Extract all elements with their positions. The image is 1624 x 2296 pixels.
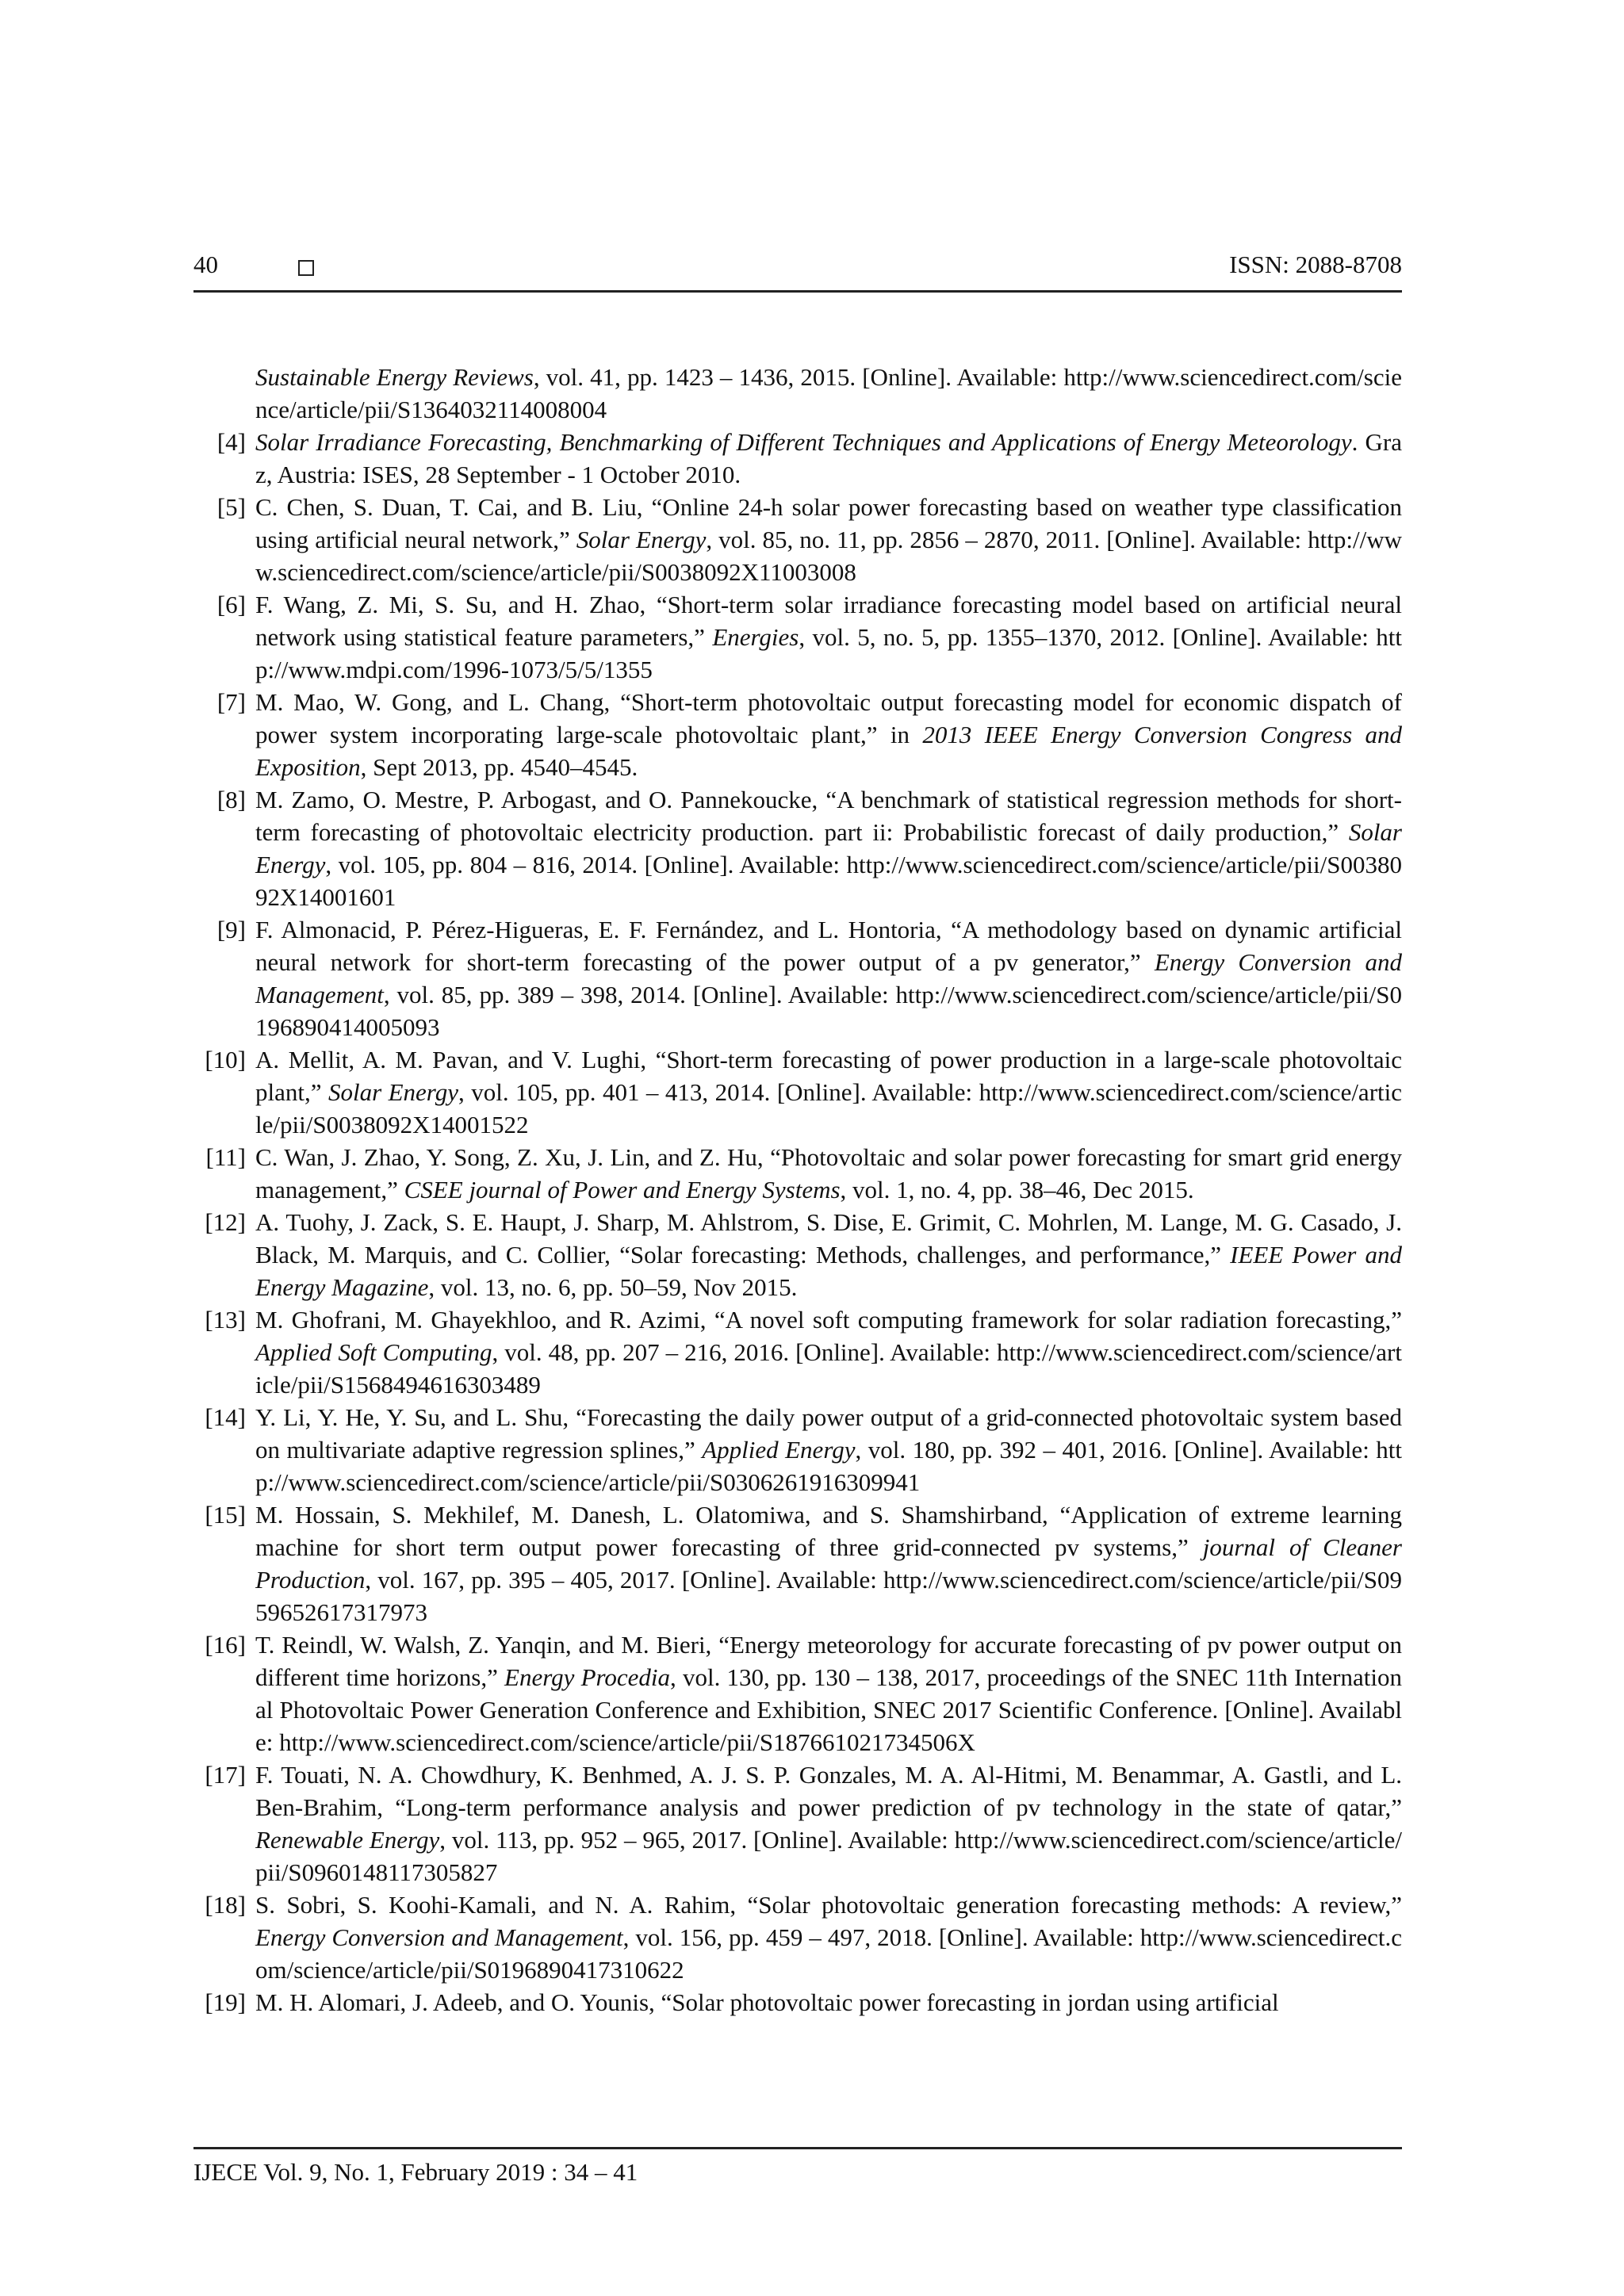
reference-details: , vol. 85, pp. 389 – 398, 2014. [Online]. Available: http://www.sciencedirect.com/science/article/pii/S0196890414005093 [255,981,1402,1041]
reference-item [193,588,1402,686]
reference-list [193,361,1402,2019]
reference-text [255,1888,1402,1986]
reference-text [255,1986,1402,2019]
reference-item [193,361,1402,426]
reference-authors-title: C. Wan, J. Zhao, Y. Song, Z. Xu, J. Lin, and Z. Hu, “Photovoltaic and solar power forecasting for smart grid energy management,” [255,1143,1402,1203]
reference-venue: Renewable Energy [255,1826,440,1854]
reference-venue: CSEE journal of Power and Energy Systems [404,1176,841,1203]
reference-item [193,783,1402,913]
reference-details: , vol. 105, pp. 804 – 816, 2014. [Online]. Available: http://www.sciencedirect.com/science/article/pii/S0038092X14001601 [255,851,1402,911]
reference-number: [7] [216,688,246,716]
reference-authors-title: M. Ghofrani, M. Ghayekhloo, and R. Azimi, “A novel soft computing framework for solar radiation forecasting,” [255,1306,1402,1334]
reference-item [193,1888,1402,1986]
issn-label: ISSN: 2088-8708 [1229,251,1402,278]
reference-details: , vol. 13, no. 6, pp. 50–59, Nov 2015. [428,1273,798,1301]
reference-item [193,1628,1402,1758]
square-icon [298,260,314,276]
reference-text [255,1498,1402,1628]
reference-text [255,361,1402,426]
reference-authors-title: M. Hossain, S. Mekhilef, M. Danesh, L. Olatomiwa, and S. Shamshirband, “Application of extreme learning machine for short term output power forecasting of three grid-connected pv systems,” [255,1501,1402,1561]
reference-text [255,686,1402,783]
reference-venue: Energies [712,623,799,651]
reference-text [255,783,1402,913]
reference-venue: Solar Energy [255,818,1402,878]
reference-text [255,1043,1402,1141]
reference-item [193,1303,1402,1401]
reference-number: [11] [205,1143,246,1171]
reference-text [255,1758,1402,1888]
reference-details: , vol. 5, no. 5, pp. 1355–1370, 2012. [Online]. Available: http://www.mdpi.com/1996-1073/5/5/1355 [255,623,1402,683]
reference-details: , vol. 105, pp. 401 – 413, 2014. [Online]. Available: http://www.sciencedirect.com/science/article/pii/S0038092X14001522 [255,1078,1403,1138]
reference-text [255,1628,1402,1758]
reference-details: , vol. 130, pp. 130 – 138, 2017, proceedings of the SNEC 11th International Photovoltaic Power Generation Conference and Exhibition, SNEC 2017 Scientific Conference. [Online]. Available: http://www.sciencedirect.com/science/article/pii/S187661021734506X [255,1663,1402,1756]
reference-venue: Energy Conversion and Management [255,948,1403,1008]
reference-text [255,588,1402,686]
reference-venue: Solar Irradiance Forecasting, Benchmarking of Different Techniques and Applications of Energy Meteorology [255,428,1352,456]
reference-details: , vol. 1, no. 4, pp. 38–46, Dec 2015. [840,1176,1194,1203]
reference-venue: Energy Procedia [504,1663,671,1691]
reference-venue: IEEE Power and Energy Magazine [255,1241,1402,1301]
reference-number: [14] [205,1403,246,1431]
reference-authors-title: F. Almonacid, P. Pérez-Higueras, E. F. Fernández, and L. Hontoria, “A methodology based on dynamic artificial neural network for short-term forecasting of the power output of a pv generator,” [255,916,1402,976]
reference-authors-title: C. Chen, S. Duan, T. Cai, and B. Liu, “Online 24-h solar power forecasting based on weather type classification using artificial neural network,” [255,493,1402,553]
reference-details: , vol. 48, pp. 207 – 216, 2016. [Online]. Available: http://www.sciencedirect.com/science/article/pii/S1568494616303489 [255,1338,1402,1399]
reference-text [255,913,1402,1043]
reference-venue: Solar Energy [327,1078,458,1106]
reference-authors-title: M. Mao, W. Gong, and L. Chang, “Short-term photovoltaic output forecasting model for economic dispatch of power system incorporating large-scale photovoltaic plant,” in [255,688,1402,748]
reference-number: [13] [205,1306,246,1334]
reference-authors-title: F. Touati, N. A. Chowdhury, K. Benhmed, A. J. S. P. Gonzales, M. A. Al-Hitmi, M. Benammar, A. Gastli, and L. Ben-Brahim, “Long-term performance analysis and power prediction of pv technology in the state of qatar,” [255,1761,1402,1821]
reference-item [193,1141,1402,1206]
reference-text [255,1303,1402,1401]
reference-number: [17] [205,1761,246,1789]
reference-number: [15] [205,1501,246,1529]
footer-citation: IJECE Vol. 9, No. 1, February 2019 : 34 – 41 [193,2158,638,2186]
reference-authors-title: Y. Li, Y. He, Y. Su, and L. Shu, “Forecasting the daily power output of a grid-connected photovoltaic system based on multivariate adaptive regression splines,” [255,1403,1402,1464]
reference-number: [6] [216,591,246,618]
reference-item [193,1043,1402,1141]
reference-details: , vol. 156, pp. 459 – 497, 2018. [Online]. Available: http://www.sciencedirect.com/science/article/pii/S0196890417310622 [255,1923,1402,1984]
reference-item [193,491,1402,588]
reference-authors-title: M. H. Alomari, J. Adeeb, and O. Younis, “Solar photovoltaic power forecasting in jordan using artificial [255,1988,1279,2016]
reference-item [193,1986,1402,2019]
reference-number: [4] [216,428,246,456]
page-header [193,251,1402,293]
reference-number: [16] [205,1631,246,1659]
reference-venue: Energy Conversion and Management [255,1923,623,1951]
reference-number: [9] [216,916,246,943]
reference-item [193,1206,1402,1303]
reference-item [193,1401,1402,1498]
reference-text [255,491,1402,588]
reference-details: , vol. 167, pp. 395 – 405, 2017. [Online]. Available: http://www.sciencedirect.com/science/article/pii/S0959652617317973 [255,1566,1402,1626]
reference-authors-title: M. Zamo, O. Mestre, P. Arbogast, and O. Pannekoucke, “A benchmark of statistical regression methods for short-term forecasting of photovoltaic electricity production. part ii: Probabilistic forecast of daily production,” [255,786,1402,846]
reference-number: [19] [205,1988,246,2016]
reference-authors-title: A. Tuohy, J. Zack, S. E. Haupt, J. Sharp, M. Ahlstrom, S. Dise, E. Grimit, C. Mohrlen, M. Lange, M. G. Casado, J. Black, M. Marquis, and C. Collier, “Solar forecasting: Methods, challenges, and performance,” [255,1208,1402,1269]
reference-venue: journal of Cleaner Production [255,1533,1402,1594]
reference-number: [8] [216,786,246,813]
reference-text [255,1401,1402,1498]
reference-details: , vol. 85, no. 11, pp. 2856 – 2870, 2011. [Online]. Available: http://www.sciencedirect.com/science/article/pii/S0038092X11003008 [255,526,1402,586]
reference-venue: Solar Energy [576,526,707,553]
reference-number: [12] [205,1208,246,1236]
reference-text [255,1206,1402,1303]
reference-authors-title: S. Sobri, S. Koohi-Kamali, and N. A. Rahim, “Solar photovoltaic generation forecasting methods: A review,” [255,1891,1402,1919]
reference-details: , vol. 113, pp. 952 – 965, 2017. [Online]. Available: http://www.sciencedirect.com/science/article/pii/S0960148117305827 [255,1826,1402,1886]
reference-number: [18] [205,1891,246,1919]
reference-details: , vol. 41, pp. 1423 – 1436, 2015. [Online]. Available: http://www.sciencedirect.com/science/article/pii/S1364032114008004 [255,363,1402,423]
reference-authors-title: A. Mellit, A. M. Pavan, and V. Lughi, “Short-term forecasting of power production in a large-scale photovoltaic plant,” [255,1046,1402,1106]
reference-venue: Sustainable Energy Reviews [255,363,534,391]
reference-item [193,913,1402,1043]
reference-number: [5] [216,493,246,521]
reference-item [193,1758,1402,1888]
reference-number: [10] [205,1046,246,1073]
reference-authors-title: T. Reindl, W. Walsh, Z. Yanqin, and M. Bieri, “Energy meteorology for accurate forecasting of pv power output on different time horizons,” [255,1631,1402,1691]
reference-venue: Applied Energy [702,1436,856,1464]
reference-authors-title: F. Wang, Z. Mi, S. Su, and H. Zhao, “Short-term solar irradiance forecasting model based on artificial neural network using statistical feature parameters,” [255,591,1402,651]
reference-venue: Applied Soft Computing [255,1338,492,1366]
reference-details: , vol. 180, pp. 392 – 401, 2016. [Online]. Available: http://www.sciencedirect.com/science/article/pii/S0306261916309941 [255,1436,1403,1496]
reference-venue: 2013 IEEE Energy Conversion Congress and Exposition [255,721,1402,781]
reference-item [193,1498,1402,1628]
reference-details: , Sept 2013, pp. 4540–4545. [360,753,638,781]
reference-item [193,686,1402,783]
reference-text [255,426,1402,491]
reference-text [255,1141,1402,1206]
footer-rule [193,2147,1402,2149]
reference-item [193,426,1402,491]
page-number: 40 [193,251,218,278]
reference-details: . Graz, Austria: ISES, 28 September - 1 October 2010. [255,428,1402,488]
